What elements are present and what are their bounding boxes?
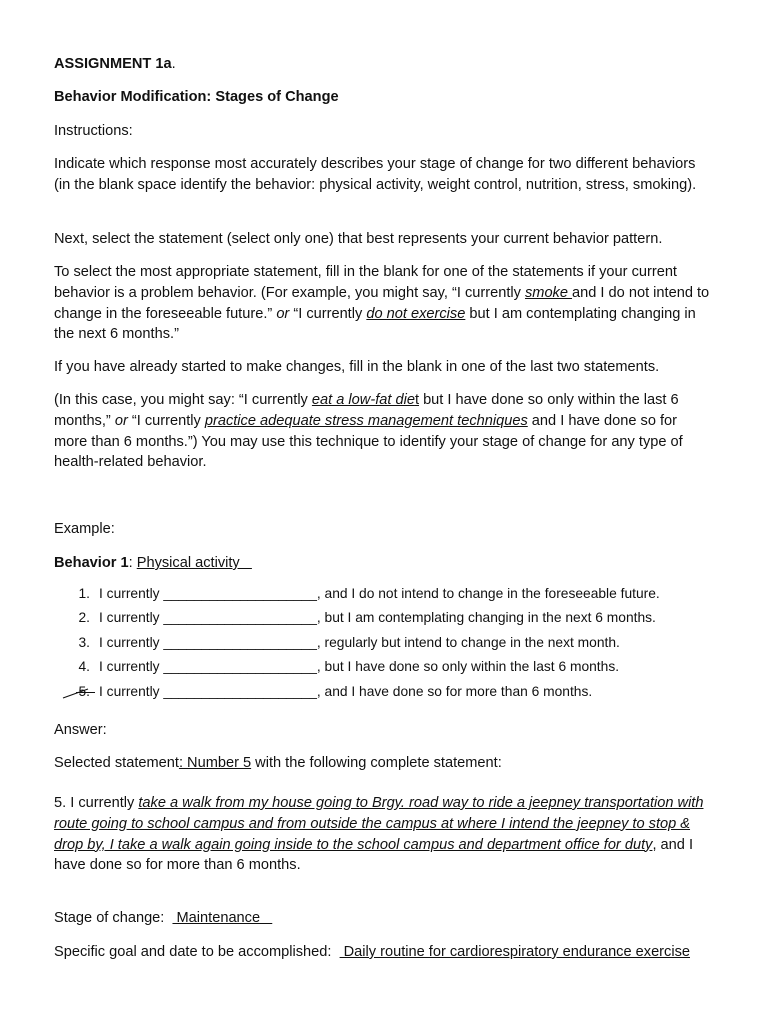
p5-example-diet-end: t (414, 392, 420, 408)
p3-or: or (276, 305, 290, 322)
p5-example-diet: eat a low-fat die (311, 392, 415, 408)
p5-text-d: and I have done so for more than 6 months.”) You may use this technique to identify your stage of change for any type of health-related behavior. (54, 412, 683, 471)
statement-number: 2. (78, 610, 90, 626)
stage-value: Maintenance (172, 910, 273, 926)
statement-item-selected (54, 682, 714, 706)
check-mark-icon (62, 684, 96, 700)
answer-label: Answer: (54, 722, 107, 738)
p3-text-b: and I do not intend to change in the foreseeable future.” (54, 284, 710, 322)
behavior-line (54, 553, 714, 574)
stage-label: Stage of change: (54, 910, 173, 926)
assignment-heading (54, 54, 714, 75)
statement-text: I currently ____________________, but I have done so only within the last 6 months. (99, 659, 620, 675)
specific-goal-line (54, 942, 714, 963)
behavior-colon: : (128, 555, 137, 571)
goal-value: Daily routine for cardiorespiratory endurance exercise (339, 944, 690, 960)
stage-of-change-line (54, 908, 714, 929)
p3-text-c: “I currently (289, 305, 367, 322)
statement-text: I currently ____________________, but I am contemplating changing in the next 6 months. (99, 610, 656, 626)
p5-text-c: “I currently (127, 412, 205, 429)
p3-example-smoke: smoke (524, 284, 573, 301)
selected-suffix: with the following complete statement: (251, 755, 502, 771)
selected-value: : Number 5 (178, 755, 252, 771)
p5-example-stress: practice adequate stress management techniques (204, 412, 528, 429)
p5-text-a: (In this case, you might say: “I currently (54, 392, 312, 408)
statement-item (54, 584, 714, 608)
p3-text-d: but I am contemplating changing in the next 6 months.” (54, 305, 696, 343)
statement-text: I currently ____________________, and I have done so for more than 6 months. (99, 683, 593, 699)
statement-item (54, 608, 714, 632)
complete-prefix: 5. I currently (54, 795, 139, 811)
selected-prefix: Selected statement (54, 755, 179, 771)
p5-text-b: but I have done so only within the last 6 months,” (54, 392, 679, 429)
heading-dot: . (171, 56, 176, 72)
instructions-paragraph-1: Indicate which response most accurately describes your stage of change for two different behaviors (in the blank space identify the behavior: physical activity, weight control, nutrition, stress, smoking). (54, 156, 697, 193)
behavior-value: Physical activity (136, 555, 252, 571)
assignment-number: ASSIGNMENT 1a (54, 56, 172, 72)
document-title: Behavior Modification: Stages of Change (54, 89, 339, 105)
statement-number: 1. (78, 586, 90, 601)
instructions-paragraph-3 (54, 262, 714, 345)
instructions-paragraph-4: If you have already started to make changes, fill in the blank in one of the last two statements. (54, 359, 660, 375)
selected-statement-line (54, 753, 714, 774)
statement-item (54, 633, 714, 657)
instructions-paragraph-2: Next, select the statement (select only one) that best represents your current behavior pattern. (54, 231, 663, 247)
statement-text: I currently ____________________, regularly but intend to change in the next month. (99, 634, 620, 650)
statement-text: I currently ____________________, and I do not intend to change in the foreseeable future. (99, 586, 660, 601)
statement-number: 5. (78, 683, 90, 699)
behavior-label: Behavior 1 (54, 555, 129, 571)
p5-or: or (114, 412, 128, 429)
statement-item (54, 657, 714, 681)
instructions-label: Instructions: (54, 123, 133, 139)
statement-number: 4. (78, 659, 90, 675)
complete-value: take a walk from my house going to Brgy. road way to ride a jeepney transportation with route going to school campus and from outside the campus at where I intend the jeepney to stop & drop by, I take a walk again going inside to the school campus and department office for duty (54, 795, 704, 853)
complete-suffix: , and I have done so for more than 6 months. (54, 836, 694, 874)
complete-statement (54, 793, 714, 876)
statement-number: 3. (78, 634, 90, 650)
statement-list (54, 584, 714, 706)
p3-text-a: To select the most appropriate statement, fill in the blank for one of the statements if your current behavior is a problem behavior. (For example, you might say, “I currently (54, 264, 677, 301)
p3-example-exercise: do not exercise (366, 305, 466, 322)
example-label: Example: (54, 521, 115, 537)
goal-label: Specific goal and date to be accomplished: (54, 944, 340, 960)
instructions-paragraph-5 (54, 390, 714, 473)
